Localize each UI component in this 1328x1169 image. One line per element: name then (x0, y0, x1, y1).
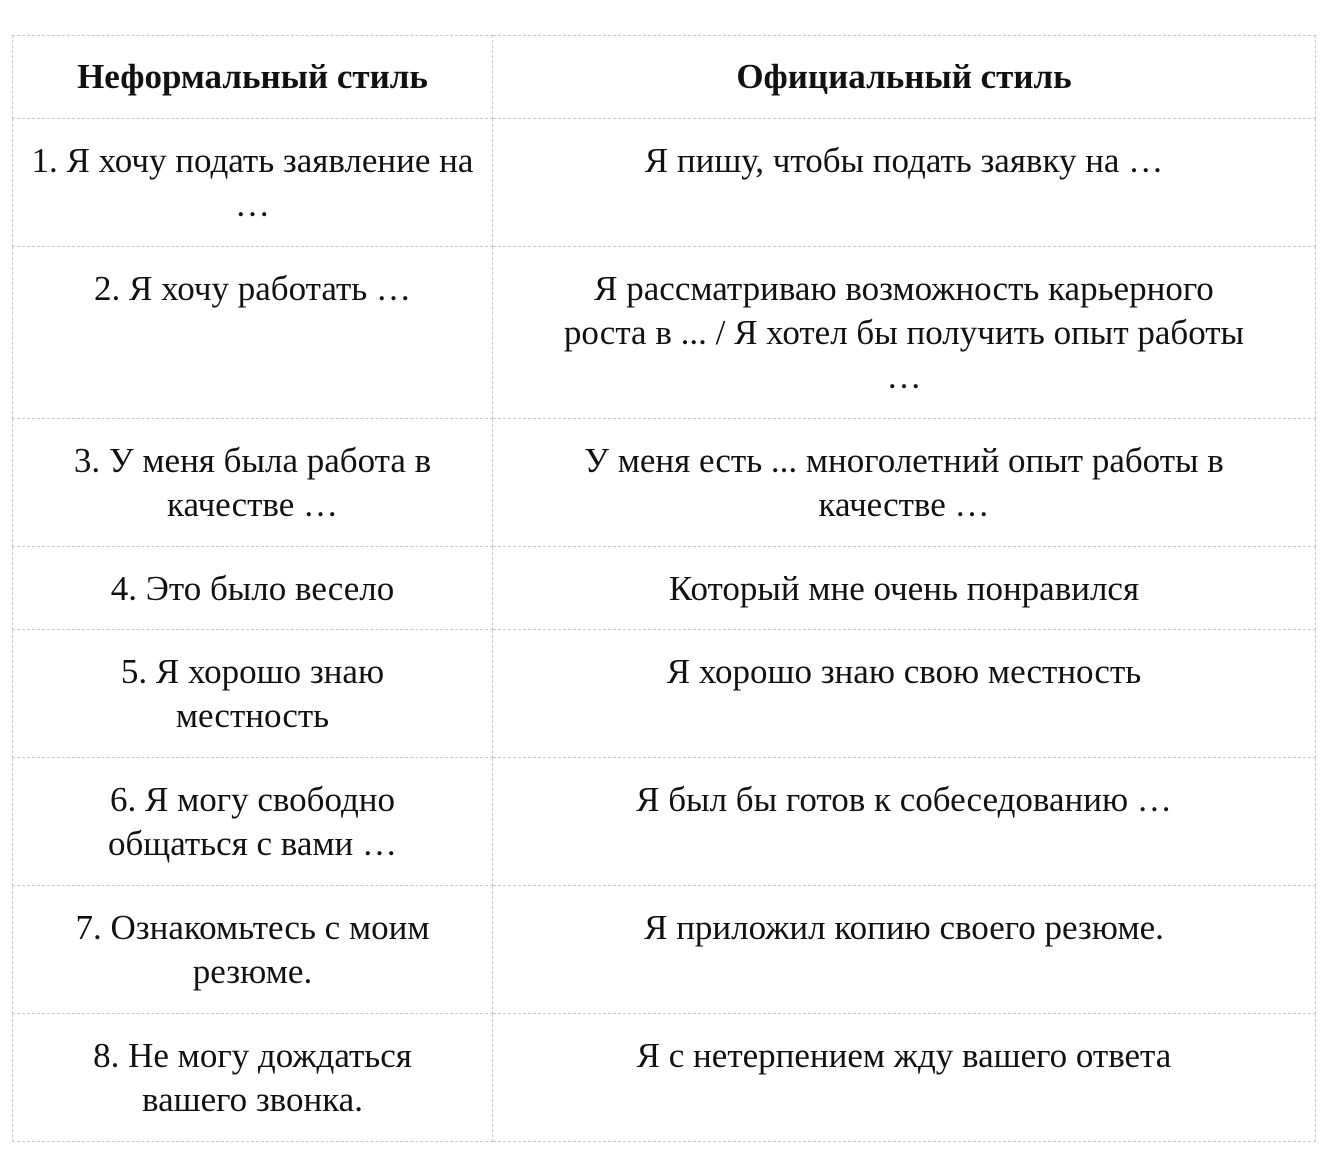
informal-cell (13, 419, 493, 547)
informal-text: 1. Я хочу подать заявление на … (31, 141, 474, 224)
official-cell (493, 1014, 1316, 1142)
informal-cell (13, 886, 493, 1014)
informal-cell (13, 758, 493, 886)
style-comparison-table (12, 35, 1316, 1142)
official-text: Я пишу, чтобы подать заявку на … (644, 141, 1164, 180)
official-cell (493, 886, 1316, 1014)
table-header-row (13, 36, 1316, 119)
table-row (13, 630, 1316, 758)
informal-text: 7. Ознакомьтесь с моим резюме. (75, 908, 430, 991)
informal-cell (13, 119, 493, 247)
informal-text: 8. Не могу дождаться вашего звонка. (93, 1036, 412, 1119)
informal-text: 3. У меня была работа в качестве … (73, 441, 432, 524)
official-text: Я приложил копию своего резюме. (644, 908, 1164, 947)
informal-cell (13, 630, 493, 758)
informal-text: 5. Я хорошо знаю местность (120, 652, 385, 735)
official-text: Я с нетерпением жду вашего ответа (636, 1036, 1172, 1075)
official-cell (493, 758, 1316, 886)
table-row (13, 758, 1316, 886)
table-row (13, 119, 1316, 247)
official-cell (493, 247, 1316, 419)
table-row (13, 547, 1316, 630)
official-cell (493, 419, 1316, 547)
official-text: Который мне очень понравился (668, 569, 1140, 608)
official-text: У меня есть ... многолетний опыт работы в качестве … (584, 441, 1224, 524)
informal-cell (13, 547, 493, 630)
informal-cell (13, 247, 493, 419)
official-text: Я хорошо знаю свою местность (666, 652, 1142, 691)
informal-text: 6. Я могу свободно общаться с вами … (107, 780, 398, 863)
header-official: Официальный стиль (493, 36, 1316, 119)
official-cell (493, 547, 1316, 630)
table-row (13, 247, 1316, 419)
header-informal: Неформальный стиль (13, 36, 493, 119)
official-text: Я был бы готов к собеседованию … (636, 780, 1172, 819)
official-cell (493, 630, 1316, 758)
informal-cell (13, 1014, 493, 1142)
official-text: Я рассматриваю возможность карьерного роста в ... / Я хотел бы получить опыт работы … (563, 269, 1245, 396)
table-row (13, 419, 1316, 547)
table-row (13, 886, 1316, 1014)
table-row (13, 1014, 1316, 1142)
informal-text: 2. Я хочу работать … (94, 269, 411, 308)
official-cell (493, 119, 1316, 247)
informal-text: 4. Это было весело (110, 569, 395, 608)
